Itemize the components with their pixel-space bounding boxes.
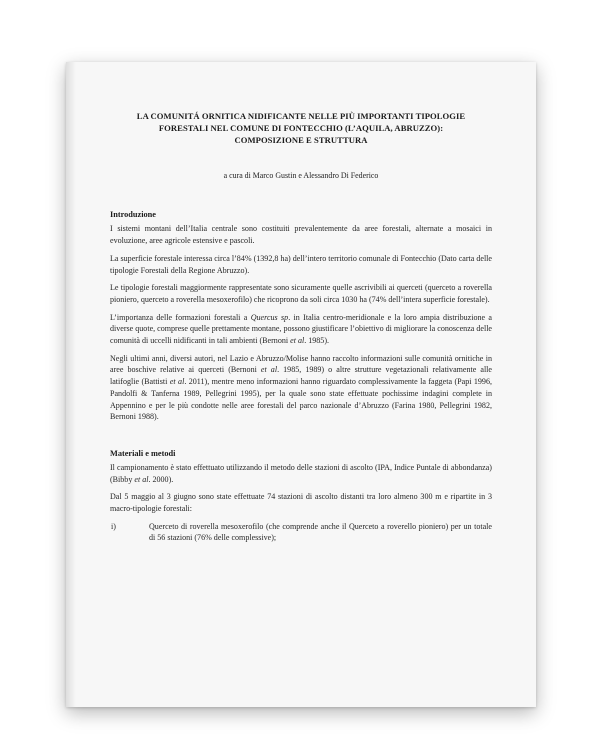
- text-run: . 2011), mentre meno informazioni hanno riguardato complessivamente la faggeta (Papi 1996, Pandolfi & Tanferna 1989, Pellegrini 1995), per la quale sono state effettuate pochissime indagini complete in Appennino e per le più condotte nelle aree forestali del parco nazionale d’Abruzzo (Farina 1980, Pellegrini 1982, Bernoni 1988).: [110, 377, 492, 422]
- document-title: [110, 111, 492, 146]
- title-line: LA COMUNITÁ ORNITICA NIDIFICANTE NELLE PIÙ IMPORTANTI TIPOLOGIE: [136, 111, 466, 121]
- authors-line: a cura di Marco Gustin e Alessandro Di Federico: [223, 171, 379, 181]
- document-page: [66, 62, 536, 707]
- italic-run: et al: [260, 365, 278, 375]
- introduction-heading: Introduzione: [110, 210, 156, 220]
- italic-run: Quercus sp: [250, 312, 289, 322]
- intro-paragraph: [110, 353, 492, 423]
- methods-paragraph: Dal 5 maggio al 3 giugno sono state effettuate 74 stazioni di ascolto distanti tra loro almeno 300 m e ripartite in 3 macro-tipologie forestali:: [110, 492, 492, 514]
- text-run: L’importanza delle formazioni forestali a: [110, 312, 251, 322]
- list-item-text: Querceto di roverella mesoxerofilo (che comprende anche il Querceto a roverello pioniero) per un totale di 56 stazioni (76% delle complessive);: [149, 521, 492, 543]
- text-run: . 1985).: [304, 336, 330, 346]
- page-fold-shadow: [66, 62, 76, 707]
- list-marker: i): [111, 521, 116, 531]
- italic-run: et al: [134, 474, 149, 484]
- title-line: COMPOSIZIONE E STRUTTURA: [234, 134, 368, 145]
- document-content: [110, 111, 492, 544]
- italic-run: et al: [290, 336, 305, 346]
- intro-paragraph: I sistemi montani dell’Italia centrale sono costituiti prevalentemente da aree forestali, alternate a mosaici in evoluzione, aree agricole estensive e pascoli.: [110, 224, 492, 246]
- text-run: . 2000).: [148, 474, 174, 484]
- intro-paragraph: Le tipologie forestali maggiormente rappresentate sono sicuramente quelle ascrivibili ai querceti (querceto a roverella pioniero, querceto a roverella mesoxerofilo) che ricoprono da soli circa 1030 ha (74% dell’intera superficie forestale).: [110, 283, 492, 304]
- text-run: Il campionamento è stato effettuato utilizzando il metodo delle stazioni di ascolto (IPA, Indice Puntale di abbondanza)(Bibby: [110, 462, 492, 484]
- list-item: [110, 521, 492, 544]
- italic-run: et al: [169, 377, 185, 387]
- text-run: Negli ultimi anni, diversi autori, nel Lazio e Abruzzo/Molise hanno raccolto informazioni sulle comunità ornitiche in aree boschive relative ai querceti (Bernoni: [110, 353, 492, 375]
- title-line: FORESTALI NEL COMUNE DI FONTECCHIO (L’AQUILA, ABRUZZO):: [158, 122, 444, 133]
- text-run: . in Italia centro-meridionale e la loro ampia distribuzione a diverse quote, comprese quelle prettamente montane, possono giustificare l’obiettivo di migliorare la conoscenza delle comunità di uccelli nidificanti in tali ambienti (Bernoni: [110, 312, 492, 346]
- methods-paragraph: [110, 462, 492, 485]
- intro-paragraph: [110, 312, 492, 347]
- text-run: . 1985, 1989) o altre strutture vegetazionali relativamente alle latifoglie (Battisti: [110, 365, 492, 387]
- intro-paragraph: La superficie forestale interessa circa l’84% (1392,8 ha) dell’intero territorio comunale di Fontecchio (Dato carta delle tipologie Forestali della Regione Abruzzo).: [110, 253, 492, 275]
- methods-heading: Materiali e metodi: [110, 448, 176, 458]
